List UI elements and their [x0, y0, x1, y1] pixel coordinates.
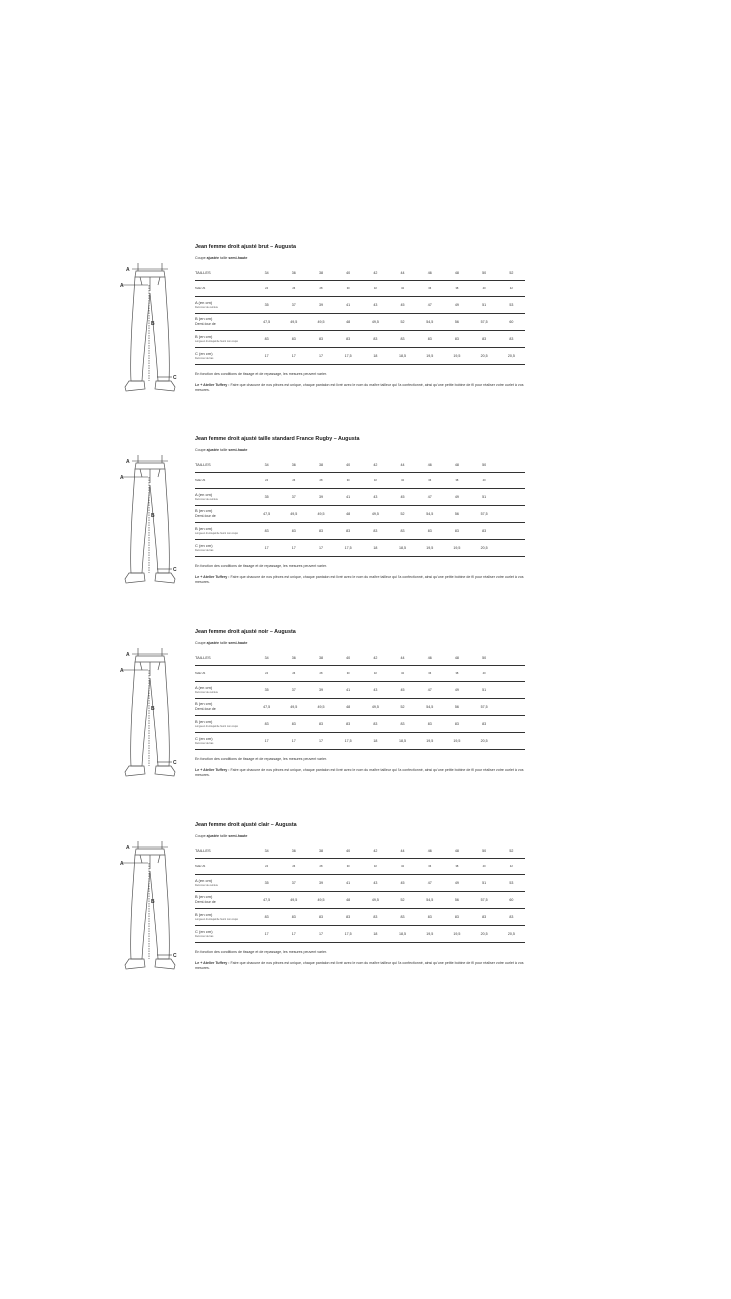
size-cell: 30	[335, 473, 362, 489]
size-cell: 34	[389, 859, 416, 875]
size-cell: 83	[335, 523, 362, 540]
product-title: Jean femme droit ajusté noir – Augusta	[195, 629, 296, 635]
fit-note: En fonction des conditions de tissage et de repassage, les mesures peuvent varier.	[195, 757, 328, 761]
size-cell: 83	[307, 331, 334, 348]
size-cell: 49	[443, 297, 470, 314]
size-cell: 17	[307, 926, 334, 943]
size-cell: 83	[443, 716, 470, 733]
size-cell: 18,5	[389, 926, 416, 943]
size-cell: 57,5	[471, 699, 498, 716]
size-cell: 39	[307, 297, 334, 314]
figure-label-c: C	[173, 375, 177, 381]
size-cell	[498, 540, 525, 557]
size-cell: 48	[335, 314, 362, 331]
size-cell: 26	[280, 859, 307, 875]
size-cell: 83	[280, 523, 307, 540]
size-cell: 34	[389, 666, 416, 682]
size-cell: 48	[335, 892, 362, 909]
size-cell: 20,5	[471, 733, 498, 750]
size-cell: 56	[443, 699, 470, 716]
size-cell	[498, 458, 525, 473]
size-cell: 83	[362, 523, 389, 540]
size-cell: 83	[471, 909, 498, 926]
size-cell: 52	[389, 699, 416, 716]
size-cell: 48	[443, 458, 470, 473]
size-cell	[498, 523, 525, 540]
size-cell: 19,5	[443, 348, 470, 365]
size-cell: 83	[471, 716, 498, 733]
size-cell: 48	[443, 266, 470, 281]
size-cell: 51	[471, 682, 498, 699]
size-cell: 38	[443, 859, 470, 875]
size-cell: 30	[335, 859, 362, 875]
size-cell: 30	[335, 281, 362, 297]
product-title: Jean femme droit ajusté clair – Augusta	[195, 822, 297, 828]
size-cell: 38	[307, 458, 334, 473]
size-cell: 40	[471, 281, 498, 297]
size-cell: 47	[416, 682, 443, 699]
size-cell: 83	[389, 523, 416, 540]
size-section	[120, 628, 530, 798]
size-cell: 48	[335, 506, 362, 523]
fit-note: En fonction des conditions de tissage et de repassage, les mesures peuvent varier.	[195, 372, 328, 376]
size-cell: 83	[443, 331, 470, 348]
size-cell: 17	[253, 348, 280, 365]
size-cell: 60	[498, 314, 525, 331]
size-cell: 47	[416, 875, 443, 892]
size-cell	[498, 682, 525, 699]
size-cell: 46	[416, 844, 443, 859]
size-cell: 41	[335, 297, 362, 314]
jeans-figure	[120, 455, 180, 595]
figure-label-b: B	[151, 513, 155, 519]
size-cell	[498, 473, 525, 489]
size-cell: 24	[253, 666, 280, 682]
size-cell: 52	[389, 314, 416, 331]
size-cell: 41	[335, 875, 362, 892]
figure-label-c: C	[173, 567, 177, 573]
size-cell: 83	[416, 716, 443, 733]
size-cell: 48	[443, 651, 470, 666]
size-cell: 39	[307, 489, 334, 506]
size-cell: 39	[307, 682, 334, 699]
size-cell: 83	[307, 716, 334, 733]
size-cell: 17	[280, 733, 307, 750]
size-cell: 44	[389, 458, 416, 473]
size-cell: 83	[443, 523, 470, 540]
size-cell: 34	[253, 266, 280, 281]
size-cell: 34	[389, 281, 416, 297]
size-cell: 37	[280, 875, 307, 892]
size-cell: 43	[362, 489, 389, 506]
size-cell: 49	[443, 875, 470, 892]
size-cell: 19,5	[443, 540, 470, 557]
size-cell: 40	[471, 859, 498, 875]
size-cell: 42	[498, 281, 525, 297]
figure-label-a: A	[126, 652, 130, 658]
figure-label-a2: A	[120, 668, 124, 674]
size-cell: 17,5	[335, 540, 362, 557]
size-cell: 47	[416, 297, 443, 314]
jeans-figure	[120, 263, 180, 403]
size-cell: 19,5	[443, 733, 470, 750]
size-cell	[498, 666, 525, 682]
size-cell: 49	[443, 489, 470, 506]
size-cell: 30	[335, 666, 362, 682]
size-cell: 28	[307, 473, 334, 489]
size-cell: 50	[471, 266, 498, 281]
brand-note: Le + Atelier Tuffery : Faire que chacune de nos pièces est unique, chaque pantalon est livré avec le nom du maître tailleur qui l'a confectionné, ainsi qu'une petite bobine de fil pour réaliser votre ourlet à vos mesures.	[195, 574, 524, 585]
size-cell: 38	[307, 651, 334, 666]
size-cell: 83	[389, 909, 416, 926]
size-cell: 18,5	[389, 733, 416, 750]
size-cell: 17	[307, 348, 334, 365]
size-cell: 42	[362, 458, 389, 473]
size-cell: 32	[362, 473, 389, 489]
size-cell: 83	[389, 716, 416, 733]
size-cell: 18,5	[389, 348, 416, 365]
size-content	[195, 628, 525, 779]
figure-label-a: A	[126, 267, 130, 273]
size-cell: 49	[443, 682, 470, 699]
fit-description: Coupe ajustée taille semi-haute	[195, 641, 248, 645]
size-cell: 20,5	[471, 926, 498, 943]
size-cell: 60	[498, 892, 525, 909]
size-cell: 17	[280, 348, 307, 365]
size-cell: 17,5	[335, 733, 362, 750]
size-cell	[498, 699, 525, 716]
size-cell: 52	[389, 506, 416, 523]
size-cell: 19,5	[416, 733, 443, 750]
size-cell: 26	[280, 281, 307, 297]
size-cell: 36	[280, 266, 307, 281]
size-cell: 42	[362, 651, 389, 666]
size-cell: 18,5	[389, 540, 416, 557]
size-cell: 24	[253, 859, 280, 875]
figure-letters	[120, 263, 180, 403]
size-cell: 26	[280, 473, 307, 489]
size-cell: 47,5	[253, 506, 280, 523]
size-cell: 83	[498, 331, 525, 348]
size-cell: 17	[253, 733, 280, 750]
size-cell: 49,5	[307, 699, 334, 716]
size-cell: 17	[307, 733, 334, 750]
size-cell: 83	[253, 909, 280, 926]
size-cell: 42	[362, 266, 389, 281]
size-cell: 45	[389, 875, 416, 892]
brand-note: Le + Atelier Tuffery : Faire que chacune de nos pièces est unique, chaque pantalon est livré avec le nom du maître tailleur qui l'a confectionné, ainsi qu'une petite bobine de fil pour réaliser votre ourlet à vos mesures.	[195, 960, 524, 971]
size-cell: 83	[389, 331, 416, 348]
size-cell: 20,5	[471, 348, 498, 365]
size-cell: 83	[280, 331, 307, 348]
size-cell: 28	[307, 281, 334, 297]
size-cell: 51	[471, 489, 498, 506]
size-cell: 38	[307, 266, 334, 281]
size-cell: 49,5	[362, 699, 389, 716]
size-cell: 36	[416, 666, 443, 682]
size-cell: 38	[443, 281, 470, 297]
size-cell: 46	[416, 458, 443, 473]
size-cell: 53	[498, 875, 525, 892]
size-cell: 49,5	[362, 314, 389, 331]
size-cell: 44	[389, 651, 416, 666]
figure-letters	[120, 841, 180, 981]
size-cell: 17	[280, 540, 307, 557]
size-cell: 83	[253, 716, 280, 733]
size-cell: 34	[389, 473, 416, 489]
size-cell: 50	[471, 458, 498, 473]
size-section	[120, 435, 530, 605]
size-cell: 18	[362, 540, 389, 557]
jeans-figure	[120, 648, 180, 788]
size-cell: 36	[280, 651, 307, 666]
figure-label-a: A	[126, 845, 130, 851]
size-cell: 41	[335, 489, 362, 506]
size-cell: 56	[443, 314, 470, 331]
size-cell: 19,5	[416, 348, 443, 365]
figure-letters	[120, 455, 180, 595]
size-cell: 45	[389, 297, 416, 314]
size-cell: 49,5	[280, 314, 307, 331]
size-section	[120, 243, 530, 413]
size-cell: 52	[498, 266, 525, 281]
size-cell	[498, 733, 525, 750]
size-cell: 36	[416, 473, 443, 489]
size-cell: 83	[280, 909, 307, 926]
size-cell: 49,5	[280, 892, 307, 909]
size-cell: 83	[307, 909, 334, 926]
size-cell: 34	[253, 651, 280, 666]
figure-label-b: B	[151, 706, 155, 712]
size-cell: 34	[253, 458, 280, 473]
size-cell: 48	[335, 699, 362, 716]
size-cell: 45	[389, 682, 416, 699]
size-cell: 20,5	[498, 348, 525, 365]
size-cell: 26	[280, 666, 307, 682]
size-cell: 83	[471, 331, 498, 348]
figure-label-a2: A	[120, 861, 124, 867]
size-cell: 83	[362, 716, 389, 733]
size-cell: 54,5	[416, 892, 443, 909]
size-table: TAILLES 34 36 38 40 42 44 46 48 50 Taille US 24 26 28 30 32 34 36 38 40 A (en cm) Demi-tour de ceinture 35 37 39 41 43 45 47 49 51 B (en cm) Demi-tour de 47,5 49,5 49,5 48 49,5 52 54,5 56 57,5 B (en cm) Longueur d'entrejambe fourni non coupé 83 83 83 83 83 83 83 83 83 C (en cm) Demi-tour de bas 17 17 17 17,5 18 18,5 19,5 19,5 20,5	[195, 651, 525, 750]
figure-letters	[120, 648, 180, 788]
size-cell: 18	[362, 926, 389, 943]
size-cell: 35	[253, 489, 280, 506]
size-table: TAILLES 34 36 38 40 42 44 46 48 50 52 Taille US 24 26 28 30 32 34 36 38 40 42 A (en cm) Demi-tour de ceinture 35 37 39 41 43 45 47 49 51 53 B (en cm) Demi-tour de 47,5 49,5 49,5 48 49,5 52 54,5 56 57,5 60 B (en cm) Longueur d'entrejambe fourni non coupé 83 83 83 83 83 83 83 83 83 83 C (en cm) Demi-tour de bas 17 17 17 17,5 18 18,5 19,5 19,5 20,5 20,5	[195, 266, 525, 365]
product-title: Jean femme droit ajusté brut – Augusta	[195, 244, 297, 250]
figure-label-b: B	[151, 899, 155, 905]
size-cell: 47,5	[253, 699, 280, 716]
size-cell	[498, 506, 525, 523]
figure-label-b: B	[151, 321, 155, 327]
size-cell: 44	[389, 266, 416, 281]
size-cell: 50	[471, 844, 498, 859]
figure-label-a: A	[126, 459, 130, 465]
size-cell: 52	[498, 844, 525, 859]
size-cell: 38	[307, 844, 334, 859]
size-cell: 56	[443, 892, 470, 909]
size-cell: 54,5	[416, 699, 443, 716]
size-cell: 17,5	[335, 926, 362, 943]
size-cell: 53	[498, 297, 525, 314]
size-cell: 32	[362, 859, 389, 875]
fit-note: En fonction des conditions de tissage et de repassage, les mesures peuvent varier.	[195, 564, 328, 568]
size-cell: 34	[253, 844, 280, 859]
size-cell: 51	[471, 297, 498, 314]
size-cell: 32	[362, 666, 389, 682]
size-cell: 35	[253, 682, 280, 699]
size-cell: 40	[471, 473, 498, 489]
size-cell: 49,5	[307, 892, 334, 909]
size-cell: 49,5	[280, 699, 307, 716]
size-cell: 17,5	[335, 348, 362, 365]
size-cell: 43	[362, 682, 389, 699]
size-cell: 36	[416, 859, 443, 875]
size-cell: 49,5	[307, 506, 334, 523]
size-cell: 45	[389, 489, 416, 506]
size-cell: 47,5	[253, 892, 280, 909]
size-cell: 83	[335, 331, 362, 348]
size-cell: 19,5	[416, 540, 443, 557]
size-cell: 20,5	[498, 926, 525, 943]
size-cell: 83	[280, 716, 307, 733]
size-cell: 24	[253, 473, 280, 489]
size-cell: 40	[335, 266, 362, 281]
size-cell: 50	[471, 651, 498, 666]
size-cell: 47,5	[253, 314, 280, 331]
size-cell: 40	[335, 458, 362, 473]
fit-note: En fonction des conditions de tissage et de repassage, les mesures peuvent varier.	[195, 950, 328, 954]
size-cell: 49,5	[307, 314, 334, 331]
size-cell: 40	[335, 844, 362, 859]
size-table: TAILLES 34 36 38 40 42 44 46 48 50 Taille US 24 26 28 30 32 34 36 38 40 A (en cm) Demi-tour de ceinture 35 37 39 41 43 45 47 49 51 B (en cm) Demi-tour de 47,5 49,5 49,5 48 49,5 52 54,5 56 57,5 B (en cm) Longueur d'entrejambe fourni non coupé 83 83 83 83 83 83 83 83 83 C (en cm) Demi-tour de bas 17 17 17 17,5 18 18,5 19,5 19,5 20,5	[195, 458, 525, 557]
size-cell: 35	[253, 875, 280, 892]
figure-label-a2: A	[120, 283, 124, 289]
size-cell: 47	[416, 489, 443, 506]
size-cell: 83	[498, 909, 525, 926]
size-cell: 18	[362, 733, 389, 750]
size-cell: 83	[416, 909, 443, 926]
fit-description: Coupe ajustée taille semi-haute	[195, 448, 248, 452]
size-cell: 37	[280, 297, 307, 314]
size-cell: 83	[253, 331, 280, 348]
size-content	[195, 821, 525, 972]
size-cell: 36	[416, 281, 443, 297]
size-cell	[498, 651, 525, 666]
size-cell: 83	[253, 523, 280, 540]
size-cell: 28	[307, 859, 334, 875]
size-cell: 19,5	[416, 926, 443, 943]
size-cell: 54,5	[416, 314, 443, 331]
size-cell: 83	[471, 523, 498, 540]
size-cell: 83	[416, 331, 443, 348]
product-title: Jean femme droit ajusté taille standard France Rugby – Augusta	[195, 436, 360, 442]
size-cell: 36	[280, 458, 307, 473]
size-cell: 57,5	[471, 892, 498, 909]
size-cell: 51	[471, 875, 498, 892]
size-cell: 83	[416, 523, 443, 540]
figure-label-a2: A	[120, 475, 124, 481]
size-cell: 37	[280, 682, 307, 699]
size-cell: 46	[416, 651, 443, 666]
size-cell: 39	[307, 875, 334, 892]
size-cell: 17	[280, 926, 307, 943]
size-cell: 24	[253, 281, 280, 297]
size-cell: 43	[362, 297, 389, 314]
size-cell: 40	[335, 651, 362, 666]
size-cell: 46	[416, 266, 443, 281]
size-cell: 28	[307, 666, 334, 682]
figure-label-c: C	[173, 953, 177, 959]
size-cell: 20,5	[471, 540, 498, 557]
size-cell: 49,5	[280, 506, 307, 523]
size-cell: 83	[307, 523, 334, 540]
size-cell: 57,5	[471, 314, 498, 331]
size-cell: 48	[443, 844, 470, 859]
size-cell: 83	[362, 909, 389, 926]
size-cell: 18	[362, 348, 389, 365]
size-cell: 38	[443, 666, 470, 682]
size-content	[195, 435, 525, 586]
size-cell: 57,5	[471, 506, 498, 523]
size-cell: 32	[362, 281, 389, 297]
size-cell	[498, 716, 525, 733]
size-cell: 38	[443, 473, 470, 489]
size-cell: 17	[253, 926, 280, 943]
fit-description: Coupe ajustée taille semi-haute	[195, 256, 248, 260]
brand-note: Le + Atelier Tuffery : Faire que chacune de nos pièces est unique, chaque pantalon est livré avec le nom du maître tailleur qui l'a confectionné, ainsi qu'une petite bobine de fil pour réaliser votre ourlet à vos mesures.	[195, 382, 524, 393]
size-content	[195, 243, 525, 394]
size-cell: 42	[498, 859, 525, 875]
size-cell: 19,5	[443, 926, 470, 943]
size-cell: 42	[362, 844, 389, 859]
size-table: TAILLES 34 36 38 40 42 44 46 48 50 52 Taille US 24 26 28 30 32 34 36 38 40 42 A (en cm) Demi-tour de ceinture 35 37 39 41 43 45 47 49 51 53 B (en cm) Demi-tour de 47,5 49,5 49,5 48 49,5 52 54,5 56 57,5 60 B (en cm) Longueur d'entrejambe fourni non coupé 83 83 83 83 83 83 83 83 83 83 C (en cm) Demi-tour de bas 17 17 17 17,5 18 18,5 19,5 19,5 20,5 20,5	[195, 844, 525, 943]
size-cell: 44	[389, 844, 416, 859]
size-cell: 83	[335, 909, 362, 926]
size-cell: 83	[443, 909, 470, 926]
size-cell: 17	[307, 540, 334, 557]
size-cell: 83	[335, 716, 362, 733]
size-section	[120, 821, 530, 991]
jeans-figure	[120, 841, 180, 981]
size-cell: 35	[253, 297, 280, 314]
size-cell	[498, 489, 525, 506]
size-cell: 56	[443, 506, 470, 523]
size-cell: 17	[253, 540, 280, 557]
size-cell: 36	[280, 844, 307, 859]
size-cell: 83	[362, 331, 389, 348]
figure-label-c: C	[173, 760, 177, 766]
size-cell: 52	[389, 892, 416, 909]
size-cell: 49,5	[362, 892, 389, 909]
size-cell: 54,5	[416, 506, 443, 523]
size-cell: 40	[471, 666, 498, 682]
size-cell: 41	[335, 682, 362, 699]
brand-note: Le + Atelier Tuffery : Faire que chacune de nos pièces est unique, chaque pantalon est livré avec le nom du maître tailleur qui l'a confectionné, ainsi qu'une petite bobine de fil pour réaliser votre ourlet à vos mesures.	[195, 767, 524, 778]
fit-description: Coupe ajustée taille semi-haute	[195, 834, 248, 838]
size-cell: 49,5	[362, 506, 389, 523]
size-cell: 37	[280, 489, 307, 506]
size-cell: 43	[362, 875, 389, 892]
